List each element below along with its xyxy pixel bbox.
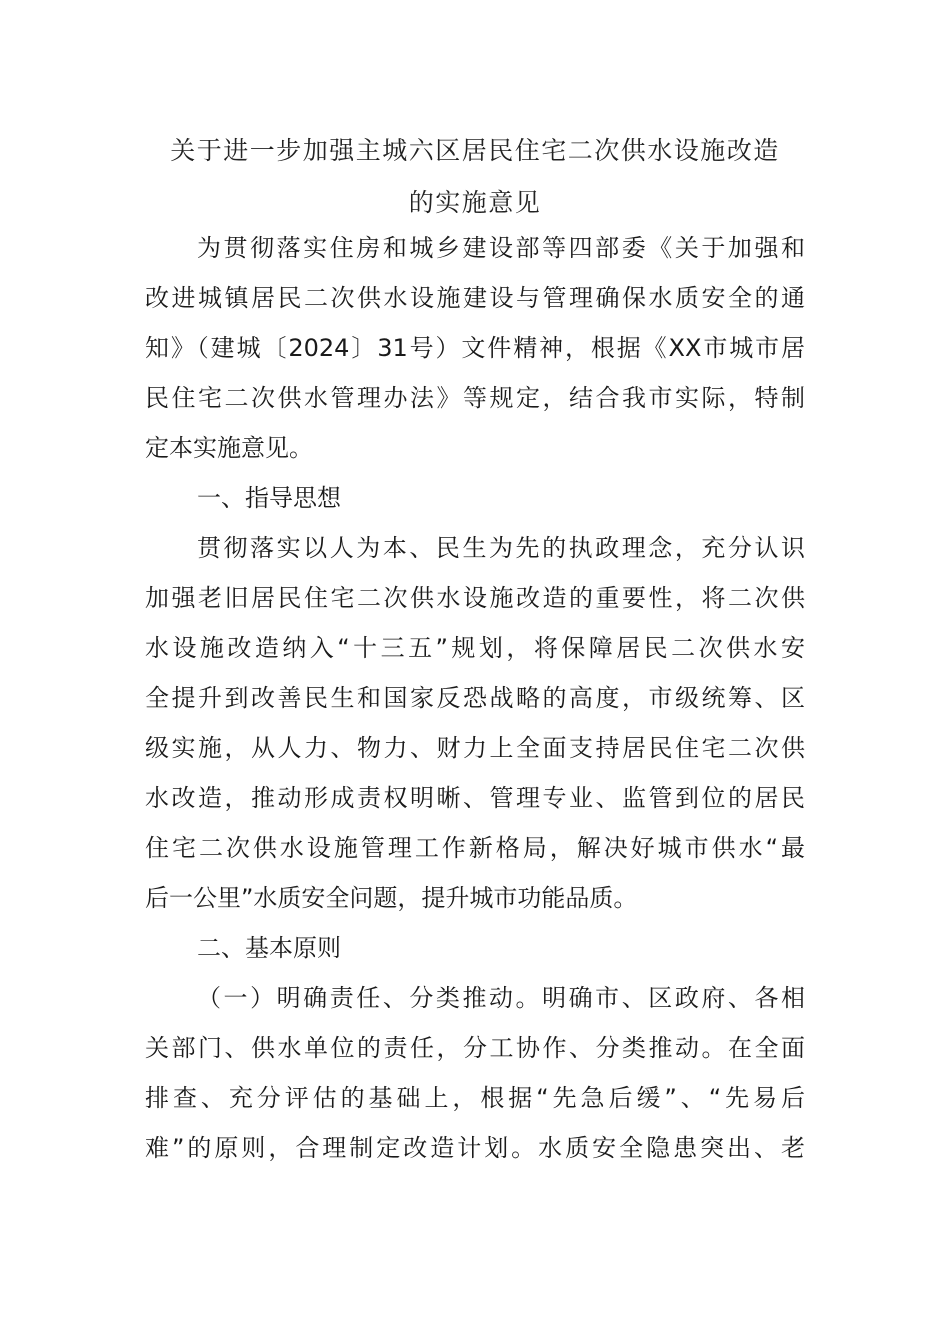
section-1-line-5: 级实施，从人力、物力、财力上全面支持居民住宅二次供 bbox=[145, 734, 805, 762]
section-2-line-4: 难”的原则，合理制定改造计划。水质安全隐患突出、老 bbox=[145, 1134, 805, 1162]
intro-line-5: 定本实施意见。 bbox=[145, 434, 313, 462]
intro-line-4: 民住宅二次供水管理办法》等规定，结合我市实际，特制 bbox=[145, 384, 805, 412]
section-1-line-8: 后一公里”水质安全问题，提升城市功能品质。 bbox=[145, 884, 638, 912]
section-1-line-6: 水改造，推动形成责权明晰、管理专业、监管到位的居民 bbox=[145, 784, 805, 812]
intro-line-2: 改进城镇居民二次供水设施建设与管理确保水质安全的通 bbox=[145, 284, 805, 312]
intro-line-1: 为贯彻落实住房和城乡建设部等四部委《关于加强和 bbox=[197, 234, 805, 262]
section-1-line-4: 全提升到改善民生和国家反恐战略的高度，市级统筹、区 bbox=[145, 684, 805, 712]
section-1-line-2: 加强老旧居民住宅二次供水设施改造的重要性，将二次供 bbox=[145, 584, 805, 612]
intro-line-3: 知》（建城〔2024〕31号）文件精神，根据《XX市城市居 bbox=[145, 334, 805, 362]
section-2-heading: 二、基本原则 bbox=[197, 934, 341, 962]
section-1-line-1: 贯彻落实以人为本、民生为先的执政理念，充分认识 bbox=[197, 534, 805, 562]
section-2-line-2: 关部门、供水单位的责任，分工协作、分类推动。在全面 bbox=[145, 1034, 805, 1062]
document-title-line-2: 的实施意见 bbox=[408, 188, 542, 217]
document-title-line-1: 关于进一步加强主城六区居民住宅二次供水设施改造 bbox=[170, 136, 780, 165]
section-2-line-1: （一）明确责任、分类推动。明确市、区政府、各相 bbox=[197, 984, 805, 1012]
section-1-line-3: 水设施改造纳入“十三五”规划，将保障居民二次供水安 bbox=[145, 634, 805, 662]
section-1-heading: 一、指导思想 bbox=[197, 484, 341, 512]
section-2-line-3: 排查、充分评估的基础上，根据“先急后缓”、“先易后 bbox=[145, 1084, 805, 1112]
section-1-line-7: 住宅二次供水设施管理工作新格局，解决好城市供水“最 bbox=[145, 834, 805, 862]
